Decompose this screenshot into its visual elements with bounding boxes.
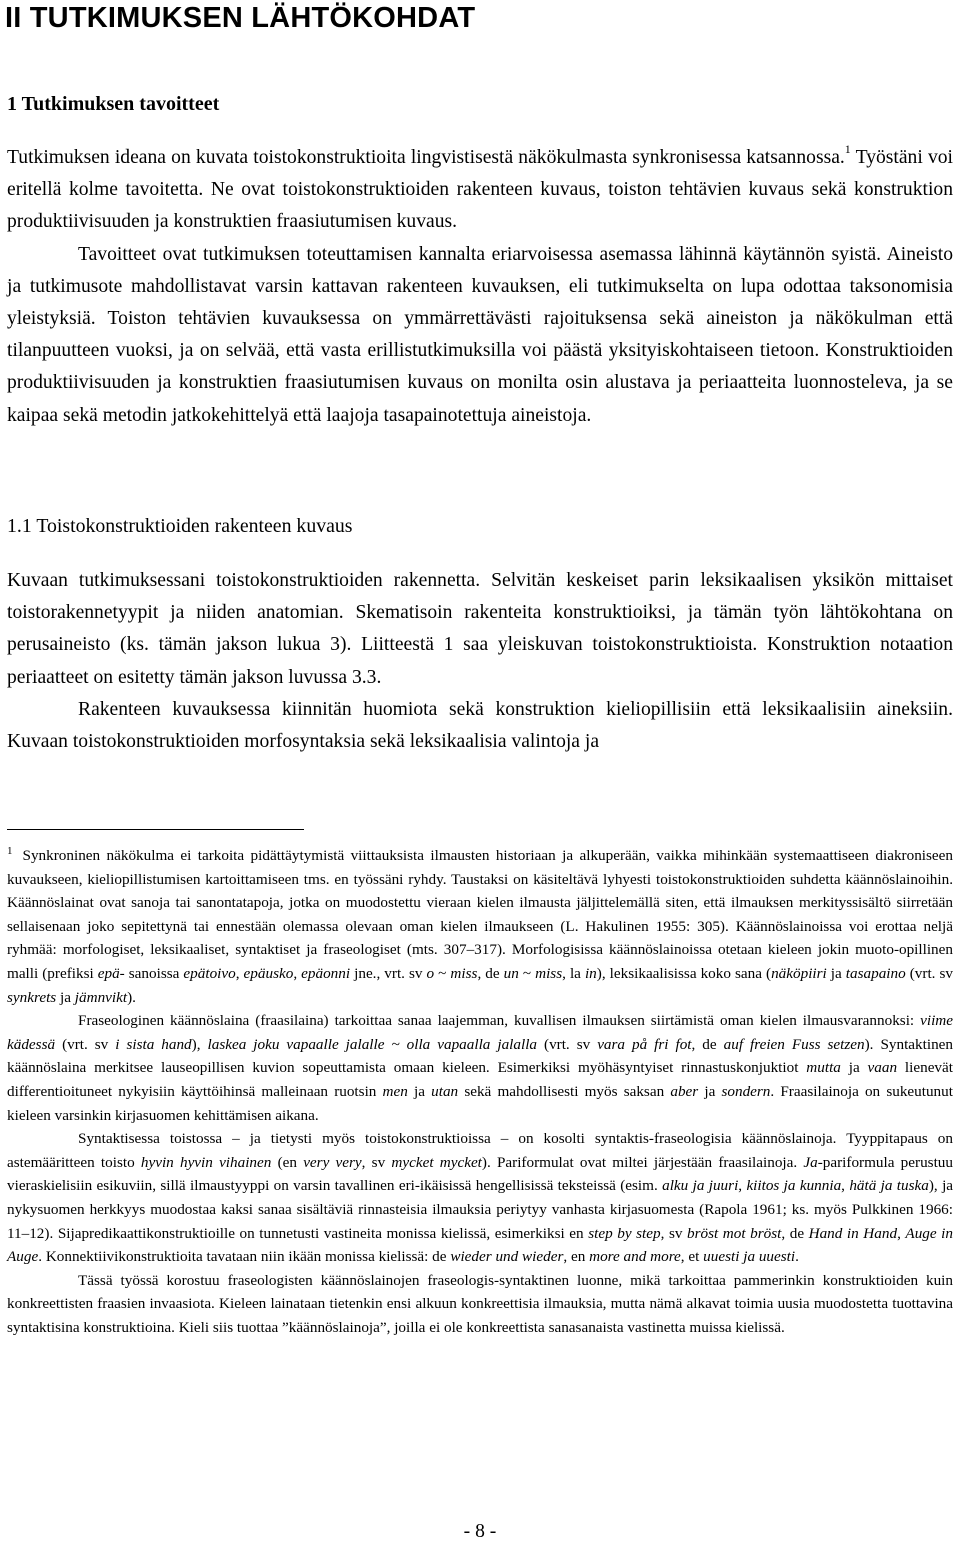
- italic-term: step by step: [588, 1224, 661, 1242]
- subsection-title: 1.1 Toistokonstruktioiden rakenteen kuvaus: [7, 515, 353, 537]
- italic-term: utan: [431, 1082, 459, 1100]
- footnote-text: ja: [826, 964, 846, 982]
- footnote-text: ja: [56, 988, 75, 1006]
- italic-term: men: [382, 1082, 408, 1100]
- footnote-text: sanoissa: [124, 964, 184, 982]
- italic-term: hätä ja tuska: [849, 1177, 929, 1195]
- footnote-text: , et: [680, 1248, 704, 1266]
- italic-term: vara på fri fot: [597, 1035, 692, 1053]
- footnote-text: ,: [235, 964, 244, 982]
- footnote-text: Syntaktisessa toistossa – ja tietysti myös toistokonstruktioissa – on kosolti syntaktis-fraseologisia käännöslainoja. Tyyppitapaus on astemääritteen toisto: [7, 1130, 953, 1171]
- italic-term: epäonni: [301, 964, 351, 982]
- italic-term: sondern: [721, 1082, 771, 1100]
- footnote-text: Fraseologinen käännöslaina (fraasilaina) tarkoittaa sanaa laajemman, kuvallisen ilmauksen siirtämistä oman kielen ilmausvarannoksi:: [78, 1012, 921, 1030]
- italic-term: wieder und wieder: [450, 1248, 564, 1266]
- footnote-paragraph-1: [7, 844, 953, 1009]
- subsection-paragraph-2: Rakenteen kuvauksessa kiinnitän huomiota sekä konstruktion kieliopillisiin että leksikaalisiin aineksiin. Kuvaan toistokonstruktioiden morfosyntaksia sekä leksikaalisia valintoja ja: [7, 698, 953, 753]
- italic-term: aber: [670, 1082, 699, 1100]
- italic-term: kiitos ja kunnia: [746, 1177, 842, 1195]
- footnote-text: ). Syntaktinen käännöslaina merkitsee lauseopillisen kuvion sopeuttamista omaan kieleen. Esimerkiksi myöhäsyntyiset rinnastuskonjuktiot: [7, 1035, 954, 1077]
- footnote-text: , sv: [361, 1153, 392, 1171]
- footnote-text: ,: [897, 1224, 906, 1242]
- italic-term: vaan: [867, 1059, 898, 1077]
- footnote-text: , sv: [660, 1224, 688, 1242]
- footnote-text: . Fraasilainoja on sukeutunut kieleen varsinkin kirjasuomen kehittämisen aikana.: [7, 1082, 953, 1124]
- italic-term: epätoivo: [183, 964, 236, 982]
- subsection-body: [7, 565, 953, 758]
- subsection-paragraph-1: Kuvaan tutkimuksessani toistokonstruktioiden rakennetta. Selvitän keskeiset parin leksikaalisen yksikön mittaiset toistorakennetyypit ja niiden anatomian. Skematisoin rakenteita konstruktioiksi, ja tämän työn lähtökohtana on perusaineisto (ks. tämän jakson lukua 3). Liitteestä 1 saa yleiskuvan toistokonstruktioista. Konstruktion notaation periaatteet on esitetty tämän jakson luvussa 3.3.: [7, 570, 953, 688]
- footnote-paragraph-3: [7, 1127, 953, 1269]
- italic-term: miss: [535, 964, 563, 982]
- footnote-text: lienevät differentioituneet nykyisiin käyttöihinsä malleinaan ruotsin: [7, 1059, 953, 1100]
- italic-term: viime kädessä: [7, 1012, 953, 1053]
- footnote-text: , de: [781, 1224, 809, 1242]
- footnote-text: , en: [563, 1248, 590, 1266]
- italic-term: mycket mycket: [391, 1153, 482, 1171]
- footnote-text: (vrt. sv: [905, 964, 954, 982]
- footnote-text: , la: [562, 964, 585, 982]
- footnote-text: ,: [293, 964, 302, 982]
- footnote-text: ).: [127, 988, 136, 1006]
- footnote-text: ,: [841, 1177, 850, 1195]
- italic-term: i sista hand: [115, 1035, 192, 1053]
- italic-term: laskea joku vapaalle jalalle ~ olla vapaalla jalalla: [207, 1035, 538, 1053]
- italic-term: bröst mot bröst: [687, 1224, 782, 1242]
- italic-term: Ja: [803, 1153, 818, 1171]
- italic-term: Hand in Hand: [808, 1224, 898, 1242]
- footnote-text: ), ja nykysuomen herkkyys muodostaa kaksi sanaa sisältäviä rinnasteisia ilmauksia periytyy vanhasta kirjasuomesta (Rapola 1961; ks. myös Pulkkinen 1966: 11–12). Sijapredikaattikonstruktioille on tunnetusti vastineita monissa kielissä, esimerkiksi en: [7, 1177, 954, 1242]
- italic-term: synkrets: [7, 988, 57, 1006]
- footnote-text: (en: [271, 1153, 304, 1171]
- footnote-text: (vrt. sv: [537, 1035, 598, 1053]
- italic-term: epä-: [97, 964, 125, 982]
- footnote-text: ), leksikaalisissa koko sana (: [596, 964, 772, 982]
- footnote-text: ),: [191, 1035, 208, 1053]
- italic-term: miss: [450, 964, 478, 982]
- footnote-text: ,: [738, 1177, 747, 1195]
- italic-term: jämnvikt: [74, 988, 128, 1006]
- footnote-text: ja: [698, 1082, 722, 1100]
- italic-term: very very: [303, 1153, 362, 1171]
- italic-term: more and more: [589, 1248, 681, 1266]
- italic-term: hyvin hyvin vihainen: [140, 1153, 272, 1171]
- italic-term: tasapaino: [845, 964, 906, 982]
- italic-term: un: [503, 964, 519, 982]
- italic-term: epäusko: [243, 964, 294, 982]
- footnote-text: ~: [434, 964, 451, 982]
- footnote-text: ja: [840, 1059, 868, 1077]
- footnote-text: . Konnektiivikonstruktioita tavataan niin ikään monissa kielissä: de: [38, 1248, 451, 1266]
- footnote-text: jne., vrt. sv: [350, 964, 427, 982]
- footnote-paragraph-4: Tässä työssä korostuu fraseologisten käännöslainojen fraseologis-syntaktinen luonne, mikä tarkoittaa pammerinkin konstruktioiden kuin konkreettisten fraasien invaasiota. Kieleen lainataan tietenkin ensi alkuun konkreettisia ilmauksia, mutta nämä alkavat toimia uusia muodostetta tuottavina syntaktisina konstruktioina. Kieli siis tuottaa ”käännöslainoja”, joilla ei ole konkreettista sanasanaista vastinetta muissa kielissä.: [7, 1271, 953, 1336]
- italic-term: alku ja juuri: [662, 1177, 739, 1195]
- italic-term: mutta: [806, 1059, 841, 1077]
- footnote-text: ~: [518, 964, 536, 982]
- footnote-text: Synkroninen näkökulma ei tarkoita pidättäytymistä viittauksista ilmausten historiaan ja alkuperään, vaikka mihinkään systemaattiseen diakroniseen kuvaukseen, kieliopillistumisen kartoittamiseen tms. en työssäni ryhdy. Taustaksi on käsiteltävä lyhyesti toistokonstruktioiden suhdetta käännöslainoihin. Käännöslainat ovat sanoja tai sanontatapoja, jotka on muodostettu vieraan kielen ilmausta jäljittelemällä siten, että ilmauksen merkityssisältö siirretään sellaisenaan joko sepitettynä tai ennestään olemassa olevaan oman kielen ilmaukseen (L. Hakulinen 1955: 305). Käännöslainoissa voi erottaa neljä ryhmää: morfologiset, leksikaaliset, syntaktiset ja fraseologiset (mts. 307–317). Morfologisissa käännöslainoissa otetaan kieleen jokin muoto-opillinen malli (prefiksi: [7, 847, 953, 982]
- footnote-text: sekä mahdollisesti myös saksan: [458, 1082, 671, 1100]
- footnote-text: -pariformula perustuu vieraskielisiin esikuviin, sillä ilmaustyyppi on varsin tavallinen eri-ikäisissä hengellisissä teksteissä (esim.: [7, 1153, 953, 1195]
- italic-term: o: [426, 964, 435, 982]
- chapter-title: II TUTKIMUKSEN LÄHTÖKOHDAT: [5, 2, 476, 34]
- footnote-text: ). Pariformulat ovat miltei järjestään fraasilainoja.: [481, 1153, 804, 1171]
- footnote-number: 1: [7, 844, 13, 857]
- italic-term: uuesti ja uuesti: [703, 1248, 796, 1266]
- italic-term: auf freien Fuss setzen: [723, 1035, 865, 1053]
- italic-term: Auge in Auge: [7, 1224, 953, 1266]
- italic-term: in: [584, 964, 597, 982]
- footnote-text: .: [795, 1248, 799, 1266]
- footnote: [7, 844, 953, 1339]
- intro-paragraph-1: Tutkimuksen ideana on kuvata toistokonstruktioita lingvistisestä näkökulmasta synkronisessa katsannossa.$^1$ Työstäni voi eritellä kolme tavoitetta. Ne ovat toistokonstruktioiden rakenteen kuvaus, toiston tehtävien kuvaus sekä konstruktion produktiivisuuden ja konstruktien fraasiutumisen kuvaus.: [7, 142, 953, 233]
- footnote-separator: [7, 829, 304, 830]
- footnote-text: ja: [407, 1082, 432, 1100]
- intro-paragraph-2: Tavoitteet ovat tutkimuksen toteuttamisen kannalta eriarvoisessa asemassa lähinnä käytännön syistä. Aineisto ja tutkimusote mahdollistavat varsin kattavan rakenteen kuvauksen, eli tutkimukselta on lupa odottaa taksonomisia yleistyksiä. Toiston tehtävien kuvauksessa on ymmärrettävästi rajoituksensa sekä aineiston ja näkökulman että tilanpuutteen vuoksi, ja on selvää, että vasta erillistutkimuksilla voi päästä yksityiskohtaiseen tietoon. Konstruktioiden produktiivisuuden ja konstruktien fraasiutumisen kuvaus on monilta osin alustava ja periaatteita luonnosteleva, ja se kaipaa sekä metodin jatkokehittelyä että laajoja tasapainotettuja aineistoja.: [7, 243, 953, 426]
- footnote-reference: 1: [844, 142, 851, 157]
- italic-term: näköpiiri: [771, 964, 827, 982]
- intro-body: [7, 142, 953, 432]
- footnote-paragraph-2: [7, 1009, 953, 1127]
- footnote-text: , de: [477, 964, 504, 982]
- footnote-text: (vrt. sv: [55, 1035, 116, 1053]
- page-number: - 8 -: [463, 1521, 497, 1542]
- section-title: 1 Tutkimuksen tavoitteet: [7, 93, 220, 115]
- footnote-text: , de: [691, 1035, 724, 1053]
